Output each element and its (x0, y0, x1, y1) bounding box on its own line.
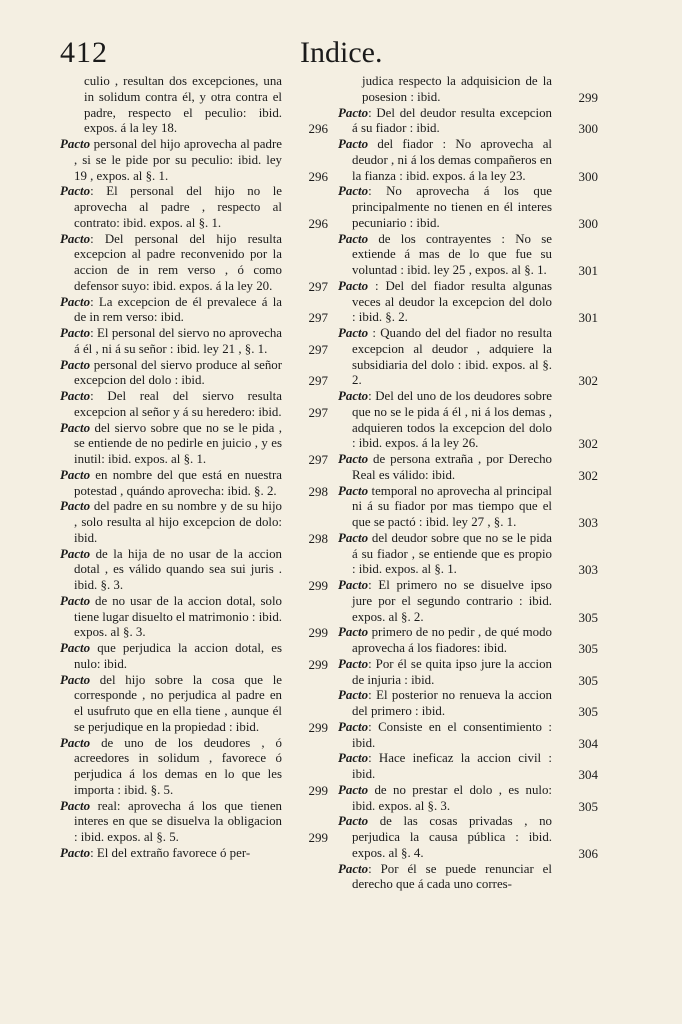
entry-page-ref: 304 (578, 735, 598, 751)
index-entry (60, 468, 330, 500)
index-entry (338, 232, 600, 279)
entry-keyword: Pacto (338, 389, 369, 403)
entry-keyword: Pacto (60, 499, 91, 514)
entry-keyword: Pacto (60, 420, 91, 435)
index-entry (338, 657, 600, 689)
entry-text: : Del del uno de los deudores sobre que no se le pida á él , ni á los demas , adquieren todos la excepcion del dolo : ibid. expos. á la ley 26. (352, 389, 552, 451)
entry-page-ref: 299 (308, 719, 328, 735)
entry-text: : Del del deudor resulta excepcion á su fiador : ibid. (352, 105, 552, 136)
index-entry (338, 720, 600, 752)
entry-page-ref: 299 (308, 830, 328, 845)
index-entry (60, 326, 330, 358)
entry-page-ref: 302 (578, 373, 598, 389)
entry-text: : No aprovecha á los que principalmente no tienen en él interes pecuniario : ibid. (352, 184, 552, 230)
index-entry (60, 232, 330, 295)
entry-page-ref: 304 (578, 767, 598, 782)
entry-page-ref: 301 (578, 310, 598, 326)
entry-keyword: Pacto (338, 452, 369, 466)
entry-keyword: Pacto (338, 231, 369, 246)
entry-page-ref: 298 (308, 483, 328, 499)
entry-page-ref: 299 (308, 578, 328, 593)
entry-keyword: Pacto (338, 688, 369, 703)
index-entry (60, 499, 330, 546)
entry-text: de las cosas privadas , no perjudica la causa pública : ibid. expos. al §. 4. (352, 814, 552, 860)
entry-keyword: Pacto (338, 656, 369, 671)
entry-keyword: Pacto (338, 719, 369, 734)
entry-page-ref: 299 (308, 656, 328, 672)
entry-text: del deudor sobre que no se le pida á su fiador , se entiende que es propio : ibid. expos. al §. 1. (352, 530, 552, 577)
entry-text: : El personal del hijo no le aprovecha al padre , respecto al contrato: ibid. expos. al §. 1. (74, 184, 282, 230)
entry-keyword: Pacto (60, 845, 91, 860)
entry-keyword: Pacto (60, 389, 91, 403)
entry-page-ref: 305 (578, 798, 598, 814)
entry-page-ref: 300 (578, 215, 598, 231)
index-entry (60, 673, 330, 736)
entry-text: del fiador : No aprovecha al deudor , ni á los demas compañeros en la fianza : ibid. expos. á la ley 23. (352, 137, 552, 183)
entry-text: : El posterior no renueva la accion del primero : ibid. (352, 688, 552, 718)
index-entry (338, 578, 600, 625)
entry-keyword: Pacto (338, 184, 369, 199)
entry-page-ref: 305 (578, 672, 598, 688)
index-entry (60, 137, 330, 184)
entry-text: : Consiste en el consentimiento : ibid. (352, 719, 552, 750)
index-entry (60, 389, 330, 421)
index-entry (60, 421, 330, 468)
left-column (60, 74, 330, 862)
entry-page-ref: 296 (308, 168, 328, 184)
entry-text: : Del del fiador resulta algunas veces al deudor la excepcion del dolo : ibid. §. 2. (352, 278, 552, 325)
entry-keyword: Pacto (60, 735, 91, 750)
entry-text: : Hace ineficaz la accion civil : ibid. (352, 751, 552, 781)
entry-keyword: Pacto (338, 530, 369, 545)
entry-text: : Por él se quita ipso jure la accion de injuria : ibid. (352, 656, 552, 687)
entry-keyword: Pacto (338, 751, 369, 766)
index-entry (60, 184, 330, 231)
entry-page-ref: 297 (308, 341, 328, 357)
index-entry (338, 783, 600, 815)
index-entry (60, 547, 330, 594)
entry-keyword: Pacto (60, 137, 91, 151)
index-entry (338, 184, 600, 231)
entry-text: : La excepcion de él prevalece á la de in rem verso: ibid. (74, 294, 282, 325)
index-entry (60, 295, 330, 327)
entry-text: de la hija de no usar de la accion dotal , es válido quando sea sui juris . ibid. §. 3. (74, 546, 282, 592)
entry-keyword: Pacto (338, 278, 369, 293)
index-entry (60, 799, 330, 846)
entry-text: en nombre del que está en nuestra potestad , quándo aprovecha: ibid. §. 2. (74, 467, 282, 498)
entry-page-ref: 302 (578, 436, 598, 452)
entry-page-ref: 305 (578, 609, 598, 625)
entry-page-ref: 297 (308, 452, 328, 467)
entry-text: primero de no pedir , de qué modo aprovecha á los fiadores: ibid. (352, 625, 552, 655)
entry-text: : El del extraño favorece ó per- (90, 845, 251, 860)
entry-page-ref: 296 (308, 121, 328, 137)
entry-text: de uno de los deudores , ó acreedores in solidum , favorece ó perjudica á los demas en lo que les importa : ibid. §. 5. (74, 735, 282, 797)
entry-page-ref: 297 (308, 404, 328, 420)
index-entry (60, 74, 330, 137)
entry-keyword: Pacto (60, 357, 91, 372)
entry-page-ref: 300 (578, 168, 598, 184)
entry-text: judica respecto la adquisicion de la posesion : ibid. (362, 74, 552, 104)
entry-text: del hijo sobre la cosa que le corresponde , no perjudica al padre en el usufruto que en ella tiene , aunque él se perjudique en la propiedad : ibid. (74, 672, 282, 734)
index-entry (338, 625, 600, 657)
index-entry (338, 279, 600, 326)
entry-page-ref: 305 (578, 704, 598, 719)
entry-keyword: Pacto (338, 326, 369, 340)
entry-keyword: Pacto (338, 782, 369, 797)
index-entry (338, 484, 600, 531)
entry-page-ref: 297 (308, 310, 328, 326)
entry-text: : Del personal del hijo resulta excepcion al padre reconvenido por la accion de in rem verso , ó como defensor suyo: ibid. expos. á la ley 20. (74, 231, 282, 293)
entry-page-ref: 299 (308, 782, 328, 798)
entry-page-ref: 297 (308, 373, 328, 389)
entry-text: culio , resultan dos excepciones, una in solidum contra él, y otra contra el padre, respecto el peculio: ibid. expos. á la ley 18. (84, 74, 282, 136)
index-entry (60, 736, 330, 799)
entry-keyword: Pacto (60, 798, 91, 813)
index-entry (338, 326, 600, 389)
index-entry (60, 594, 330, 641)
index-entry (338, 688, 600, 720)
entry-page-ref: 299 (308, 625, 328, 641)
right-column (338, 74, 600, 893)
entry-text: : Por él se puede renunciar el derecho que á cada uno corres- (352, 861, 552, 892)
index-entry (338, 74, 600, 106)
entry-page-ref: 298 (308, 530, 328, 546)
entry-page-ref: 296 (308, 215, 328, 231)
entry-keyword: Pacto (338, 105, 369, 120)
index-entry (60, 846, 330, 862)
index-entry (338, 389, 600, 452)
entry-keyword: Pacto (338, 483, 369, 498)
entry-text: personal del siervo produce al señor excepcion del dolo : ibid. (74, 357, 282, 388)
page-number: 412 (60, 36, 108, 69)
entry-page-ref: 303 (578, 515, 598, 530)
entry-page-ref: 302 (578, 467, 598, 483)
entry-text: : Del real del siervo resulta excepcion al señor y á su heredero: ibid. (74, 389, 282, 419)
entry-keyword: Pacto (60, 641, 91, 655)
entry-keyword: Pacto (60, 294, 91, 309)
index-entry (338, 452, 600, 484)
entry-page-ref: 305 (578, 641, 598, 656)
entry-text: de no usar de la accion dotal, solo tiene lugar disuelto el matrimonio : ibid. expos. al §. 3. (74, 593, 282, 640)
entry-page-ref: 306 (578, 845, 598, 861)
entry-keyword: Pacto (60, 593, 91, 608)
entry-text: del padre en su nombre y de su hijo , solo resulta al hijo excepcion de dolo: ibid. (74, 499, 282, 545)
entry-text: real: aprovecha á los que tienen interes en que se disuelva la obligacion : ibid. expos. al §. 5. (74, 798, 282, 844)
entry-text: de no prestar el dolo , es nulo: ibid. expos. al §. 3. (352, 782, 552, 813)
entry-keyword: Pacto (60, 546, 91, 561)
entry-page-ref: 300 (578, 121, 598, 137)
entry-keyword: Pacto (60, 672, 91, 687)
index-entry (338, 751, 600, 783)
entry-text: de los contrayentes : No se extiende á mas de lo que fue su voluntad : ibid. ley 25 , expos. al §. 1. (352, 231, 552, 277)
entry-keyword: Pacto (338, 137, 369, 151)
entry-keyword: Pacto (60, 184, 91, 199)
entry-keyword: Pacto (338, 861, 369, 876)
entry-text: temporal no aprovecha al principal ni á su fiador por mas tiempo que el que se pactó : ibid. ley 27 , §. 1. (352, 483, 552, 529)
entry-page-ref: 297 (308, 278, 328, 294)
entry-text: del siervo sobre que no se le pida , se entiende de no pedirle en juicio , y es inutil: ibid. expos. al §. 1. (74, 420, 282, 466)
entry-page-ref: 301 (578, 263, 598, 278)
entry-keyword: Pacto (60, 231, 91, 246)
entry-keyword: Pacto (338, 625, 369, 640)
entry-keyword: Pacto (338, 578, 369, 592)
index-entry (338, 531, 600, 578)
index-entry (338, 814, 600, 861)
entry-keyword: Pacto (60, 326, 91, 340)
index-entry (338, 862, 600, 894)
entry-page-ref: 299 (578, 89, 598, 105)
index-entry (60, 358, 330, 390)
entry-keyword: Pacto (60, 467, 91, 482)
index-entry (338, 137, 600, 184)
entry-text: : Quando del del fiador no resulta excepcion al deudor , adquiere la subsidiaria del dolo : ibid. expos. al §. 2. (352, 326, 552, 388)
index-entry (338, 106, 600, 138)
entry-text: de persona extraña , por Derecho Real es válido: ibid. (352, 452, 552, 482)
index-entry (60, 641, 330, 673)
entry-text: : El primero no se disuelve ipso jure por el segundo contrario : ibid. expos. al §. 2. (352, 578, 552, 624)
entry-text: que perjudica la accion dotal, es nulo: ibid. (74, 641, 282, 671)
running-head: Indice. (300, 36, 383, 69)
entry-text: : El personal del siervo no aprovecha á él , ni á su señor : ibid. ley 21 , §. 1. (74, 326, 282, 356)
entry-keyword: Pacto (338, 814, 369, 829)
entry-text: personal del hijo aprovecha al padre , si se le pide por su peculio: ibid. ley 19 , expos. al §. 1. (74, 137, 282, 183)
entry-page-ref: 303 (578, 562, 598, 578)
